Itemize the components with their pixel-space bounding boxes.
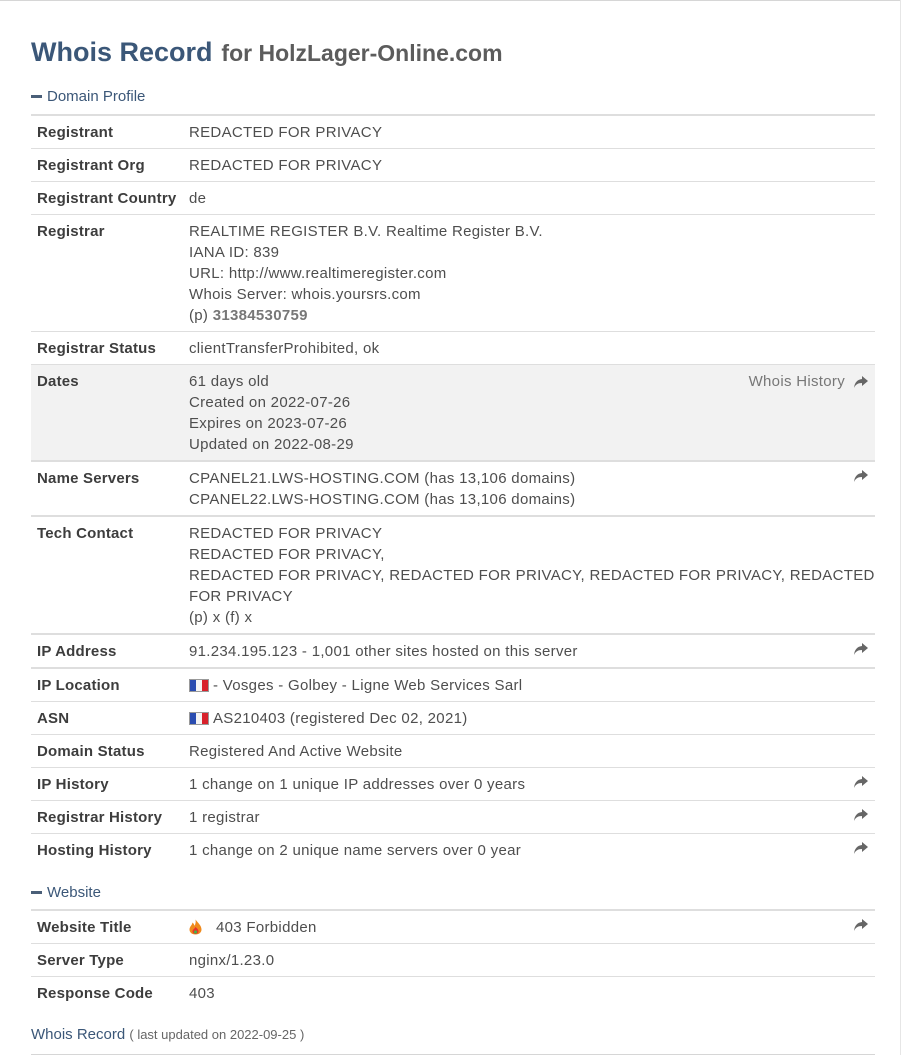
updated-date: Updated on 2022-08-29 [189,436,354,453]
whois-record-section-heading [31,1026,304,1043]
website-title-label: Website Title [31,910,183,944]
table-row [31,910,875,944]
table-row [31,182,875,215]
table-row [31,215,875,332]
share-arrow-icon[interactable] [853,642,869,656]
expires-date: Expires on 2023-07-26 [189,415,348,432]
website-title-text: 403 Forbidden [216,919,317,936]
collapse-icon [31,95,42,98]
table-row [31,332,875,365]
tech-contact-value [183,516,875,634]
server-type-label: Server Type [31,944,183,977]
page-title-main: Whois Record [31,37,213,67]
name-servers-label: Name Servers [31,461,183,516]
collapse-icon [31,891,42,894]
registrar-iana: IANA ID: 839 [189,244,280,261]
share-arrow-icon [853,375,869,389]
flame-favicon-icon [189,919,202,935]
website-table [31,909,875,1009]
registrar-status-label: Registrar Status [31,332,183,365]
registrar-history-text: 1 registrar [189,809,260,826]
top-border [0,0,900,1]
dates-label: Dates [31,365,183,462]
page-title [31,32,503,69]
table-row [31,149,875,182]
hosting-history-value [183,834,875,867]
server-type-value: nginx/1.23.0 [183,944,875,977]
domain-status-value: Registered And Active Website [183,735,875,768]
page-title-domain: for HolzLager-Online.com [221,40,503,66]
share-arrow-icon[interactable] [853,775,869,789]
registrar-value [183,215,875,332]
tech-contact-label: Tech Contact [31,516,183,634]
ip-location-label: IP Location [31,668,183,702]
table-row [31,365,875,462]
table-row [31,834,875,867]
registrar-phone: 31384530759 [212,307,308,324]
registrar-whois-server: Whois Server: whois.yoursrs.com [189,286,421,303]
registrar-status-value: clientTransferProhibited, ok [183,332,875,365]
response-code-label: Response Code [37,985,153,1002]
domain-profile-heading: Domain Profile [47,87,146,105]
share-arrow-icon[interactable] [853,841,869,855]
name-server-2: CPANEL22.LWS-HOSTING.COM (has 13,106 domains) [189,491,576,508]
table-row [31,944,875,977]
registrar-history-label: Registrar History [31,801,183,834]
ip-address-label: IP Address [31,634,183,668]
website-toggle[interactable] [31,882,101,902]
asn-text: AS210403 (registered Dec 02, 2021) [213,710,468,727]
asn-label: ASN [31,702,183,735]
tech-contact-line-2: REDACTED FOR PRIVACY, [189,546,385,563]
registrar-label: Registrar [31,215,183,332]
table-row [31,461,875,516]
whois-record-heading: Whois Record [31,1026,126,1043]
france-flag-icon [189,679,209,692]
registrant-label: Registrant [31,115,183,149]
domain-age: 61 days old [189,373,270,390]
ip-address-text: 91.234.195.123 - 1,001 other sites hosted on this server [189,643,578,660]
last-updated-note: ( last updated on 2022-09-25 ) [129,1027,305,1042]
table-row [31,668,875,702]
asn-value [183,702,875,735]
tech-contact-phone-fax: (p) x (f) x [189,609,253,626]
whois-history-link[interactable] [749,371,869,392]
ip-location-text: - Vosges - Golbey - Ligne Web Services Sarl [213,677,523,694]
hosting-history-text: 1 change on 2 unique name servers over 0 year [189,842,522,859]
table-row [31,768,875,801]
share-arrow-icon[interactable] [853,808,869,822]
table-row [31,702,875,735]
whois-history-label: Whois History [748,373,845,390]
table-row [31,801,875,834]
ip-address-value [183,634,875,668]
domain-profile-table [31,114,875,866]
right-border [900,0,901,1055]
dates-value [183,365,875,462]
share-arrow-icon[interactable] [853,469,869,483]
ip-location-value [183,668,875,702]
tech-contact-line-3: REDACTED FOR PRIVACY, REDACTED FOR PRIVACY, REDACTED FOR PRIVACY, REDACTED FOR PRIVACY [189,567,875,605]
registrant-country-label: Registrant Country [31,182,183,215]
registrar-url: URL: http://www.realtimeregister.com [189,265,447,282]
name-servers-value [183,461,875,516]
tech-contact-line-1: REDACTED FOR PRIVACY [189,525,383,542]
table-row [31,115,875,149]
domain-profile-toggle[interactable] [31,86,145,106]
share-arrow-icon[interactable] [853,918,869,932]
ip-history-label: IP History [31,768,183,801]
table-row [31,516,875,634]
registrar-phone-line [189,305,875,326]
website-title-value [183,910,875,944]
ip-history-value [183,768,875,801]
response-code-value: 403 [189,985,215,1002]
registrar-name: REALTIME REGISTER B.V. Realtime Register B.V. [189,223,543,240]
website-heading: Website [47,883,101,901]
created-date: Created on 2022-07-26 [189,394,351,411]
registrant-org-value: REDACTED FOR PRIVACY [183,149,875,182]
phone-prefix: (p) [189,307,209,324]
name-server-1: CPANEL21.LWS-HOSTING.COM (has 13,106 domains) [189,470,576,487]
hosting-history-label: Hosting History [37,842,152,859]
france-flag-icon [189,712,209,725]
registrar-history-value [183,801,875,834]
domain-status-label: Domain Status [31,735,183,768]
registrant-country-value: de [183,182,875,215]
table-row [31,977,875,1010]
table-row [31,735,875,768]
table-row [31,634,875,668]
ip-history-text: 1 change on 1 unique IP addresses over 0 years [189,776,526,793]
registrant-value: REDACTED FOR PRIVACY [183,115,875,149]
registrant-org-label: Registrant Org [31,149,183,182]
